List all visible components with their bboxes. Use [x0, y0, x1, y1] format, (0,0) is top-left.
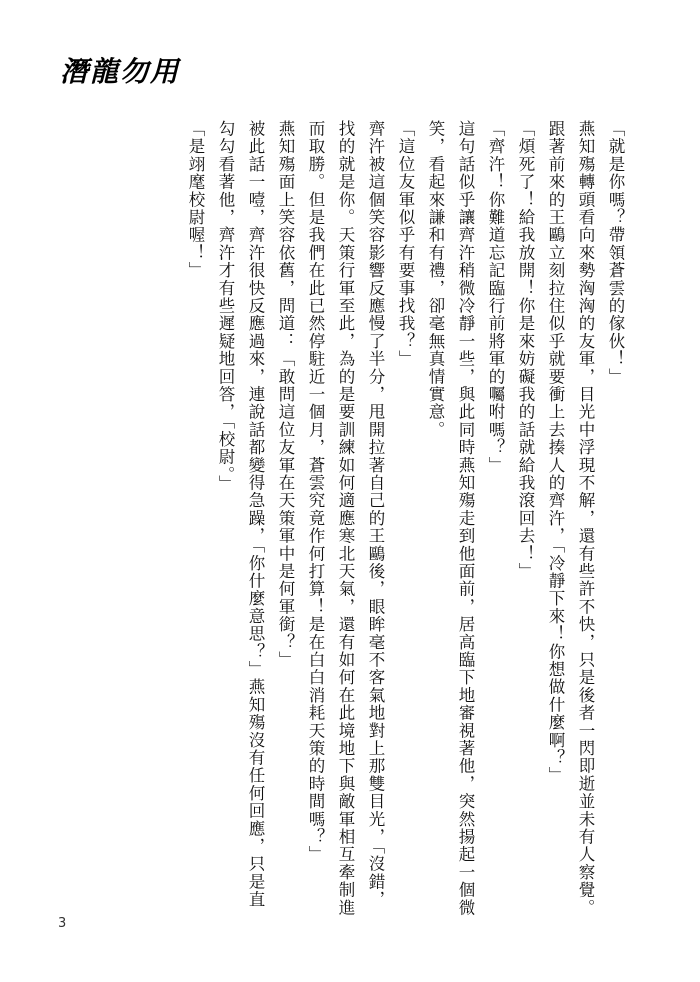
- paragraph: 燕知殤轉頭看向來勢洶洶的友軍，目光中浮現不解，還有些許不快，只是後者一閃即逝並未有人察覺。: [576, 120, 595, 917]
- header-title: 潛龍勿用: [60, 55, 181, 88]
- paragraph: 這句話似乎讓齊汻稍微冷靜一些，與此同時燕知殤走到他面前，居高臨下地審視著他，突然揚起一個微笑，看起來謙和有禮，卻毫無真情實意。: [426, 120, 475, 917]
- paragraph: 「煩死了！給我放開！你是來妨礙我的話就給我滾回去！」: [516, 120, 535, 581]
- paragraph: 「就是你嗎？帶領蒼雲的傢伙！」: [606, 120, 625, 386]
- paragraph: 「是翊麾校尉喔！」: [186, 120, 205, 280]
- paragraph: 被此話一噎，齊汻很快反應過來，連說話都變得急躁，「你什麼意思？」燕知殤沒有任何回應，只是直勾勾看著他，齊汻才有些遲疑地回答，「校尉。」: [216, 120, 265, 909]
- vertical-text-body: [180, 120, 630, 920]
- paragraph: 齊汻被這個笑容影響反應慢了半分，甩開拉著自己的王鷗後，眼眸毫不客氣地對上那雙目光，「沒錯，找的就是你。天策行軍至此，為的是要訓練如何適應寒北天氣，還有如何在此境地下與敵軍相互牽制進而取勝。但是我們在此已然停駐近一個月，蒼雲究竟作何打算！是在白白消耗天策的時間嗎？」: [306, 120, 385, 917]
- page-number: 3: [58, 916, 67, 931]
- paragraph: 「這位友軍似乎有要事找我？」: [396, 120, 415, 368]
- paragraph: 「齊汻！你難道忘記臨行前將軍的囑咐嗎？」: [486, 120, 505, 474]
- paragraph: 燕知殤面上笑容依舊，問道：「敢問這位友軍在天策軍中是何軍銜？」: [276, 120, 295, 669]
- paragraph: 跟著前來的王鷗立刻拉住似乎就要衝上去揍人的齊汻，「冷靜下來！你想做什麼啊？」: [546, 120, 565, 785]
